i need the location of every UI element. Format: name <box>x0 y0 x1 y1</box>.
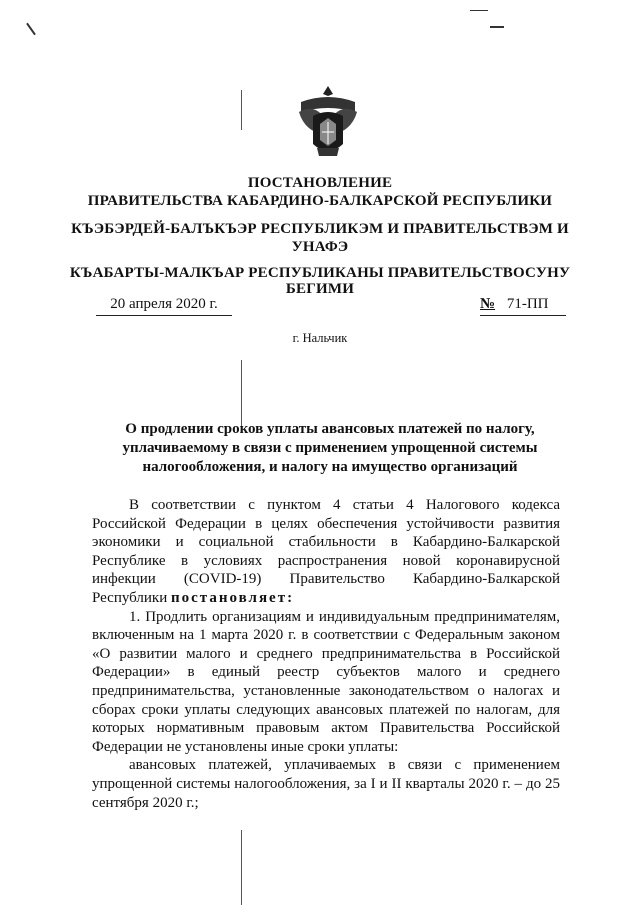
scan-fold-mark <box>241 90 242 130</box>
scan-speck <box>26 23 36 36</box>
item-1-subparagraph: авансовых платежей, уплачиваемых в связи с применением упрощенной системы налогообложения, за I и II кварталы 2020 г. – до 25 сентября 2020 г.; <box>92 757 560 811</box>
issuer-ru: ПРАВИТЕЛЬСТВА КАБАРДИНО-БАЛКАРСКОЙ РЕСПУБЛИКИ <box>87 193 553 209</box>
subject-line1: О продлении сроков уплаты авансовых платежей по налогу, <box>125 421 535 437</box>
item-1-paragraph: 1. Продлить организациям и индивидуальным предпринимателям, включенным на 1 марта 2020 г. в соответствии с Федеральным законом «О развитии малого и среднего предпринимательства в Российской Федерации» в единый реестр субъектов малого и среднего предпринимательства, установленные законодательством о налогах и сборах сроки уплаты следующих авансовых платежей по налогам, для которых нормативным правовым актом Правительства Российской Федерации не установлены иные сроки уплаты: <box>92 608 560 755</box>
issuer-kbd-line2: УНАФЭ <box>291 239 349 255</box>
scan-speck <box>470 10 488 11</box>
document-number <box>480 296 566 316</box>
document-subject <box>96 420 564 477</box>
scan-fold-mark <box>241 830 242 905</box>
subject-line2: уплачиваемому в связи с применением упрощенной системы <box>122 440 538 456</box>
preamble-paragraph <box>92 496 560 608</box>
number-sign: № <box>480 296 496 312</box>
number-value: 71-ПП <box>506 296 549 312</box>
city: г. Нальчик <box>292 331 348 345</box>
decree-word: постановляет: <box>171 589 295 606</box>
issuer-krc-line1: КЪАБАРТЫ-МАЛКЪАР РЕСПУБЛИКАНЫ ПРАВИТЕЛЬСТВОСУНУ <box>69 265 571 281</box>
issuer-krc-line2: БЕГИМИ <box>285 281 355 297</box>
issuer-kbd-line1: КЪЭБЭРДЕЙ-БАЛЪКЪЭР РЕСПУБЛИКЭМ И ПРАВИТЕЛЬСТВЭМ И <box>71 221 569 237</box>
scan-speck <box>490 26 504 28</box>
document-body <box>92 496 560 812</box>
subject-line3: налогообложения, и налогу на имущество организаций <box>142 459 518 475</box>
document-type: ПОСТАНОВЛЕНИЕ <box>247 175 393 191</box>
preamble-text: В соответствии с пунктом 4 статьи 4 Налогового кодекса Российской Федерации в целях обеспечения устойчивости развития экономики и социальной стабильности в Кабардино-Балкарской Республике в условиях распространения новой коронавирусной инфекции (COVID-19) Правительство Кабардино-Балкарской Республики <box>92 497 560 606</box>
coat-of-arms-emblem <box>293 82 363 162</box>
document-date: 20 апреля 2020 г. <box>96 296 232 316</box>
